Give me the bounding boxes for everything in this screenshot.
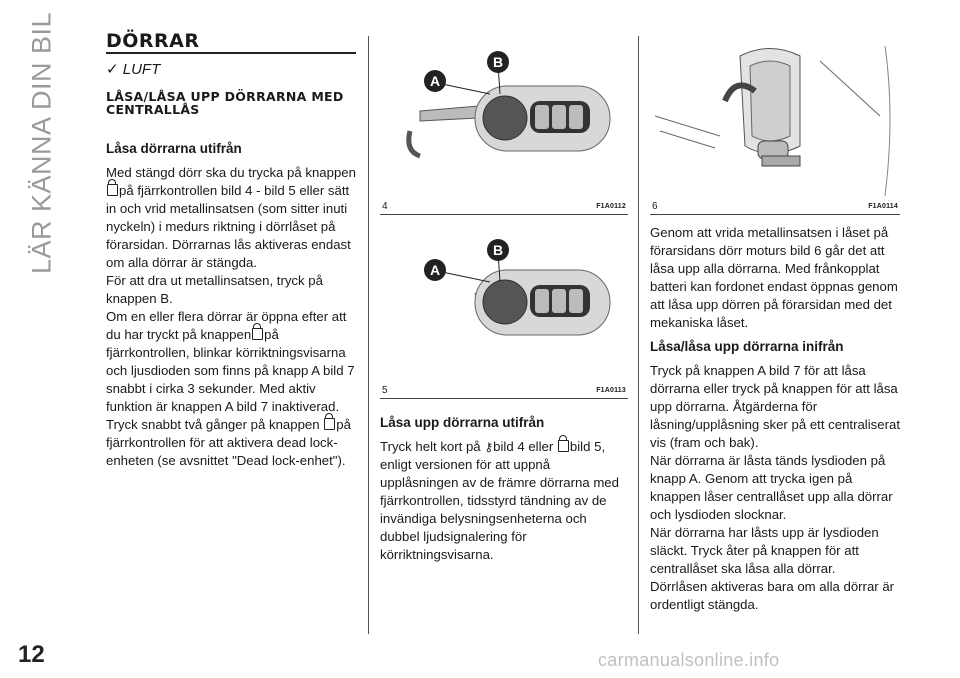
lock-icon xyxy=(107,184,118,196)
text: Med stängd dörr ska du trycka på knappen xyxy=(106,165,356,180)
text: på fjärrkontrollen bild 4 - bild 5 eller sätt in och vrid metallinsatsen (som sitter inuti nyckeln) i medurs riktning i dörrlåset på förarsidan. Dörrarnas lås aktiveras endast om alla dörrar är stängda. xyxy=(106,183,351,270)
left-body xyxy=(106,164,358,470)
paragraph: När dörrarna är låsta tänds lysdioden på knapp A. Genom att trycka igen på knappen låser centrallåset upp alla dörrar och lysdioden slocknar. xyxy=(650,453,893,522)
side-chapter-title-text: LÄR KÄNNA DIN BIL xyxy=(26,11,57,275)
figure-code: F1A0112 xyxy=(596,203,626,210)
fig5-label-a: A xyxy=(429,262,441,278)
figure-5 xyxy=(380,220,628,399)
middle-text-block xyxy=(380,414,630,564)
lock-icon xyxy=(558,440,569,452)
text: bild 4 eller xyxy=(493,439,554,454)
fig4-label-b: B xyxy=(492,54,504,70)
text: på fjärrkontrollen för att aktivera dead lock-enheten (se avsnittet "Dead lock-enhet"). xyxy=(106,417,351,468)
heading-lock-inside: Låsa/låsa upp dörrarna inifrån xyxy=(650,339,844,354)
key-fob-illustration xyxy=(380,220,628,385)
lock-icon xyxy=(252,328,263,340)
watermark: carmanualsonline.info xyxy=(598,650,780,670)
lock-icon xyxy=(324,418,335,430)
fig5-label-b: B xyxy=(492,242,504,258)
heading-lock-outside: Låsa dörrarna utifrån xyxy=(106,141,242,156)
paragraph xyxy=(106,308,358,416)
paragraph: Tryck på knappen A bild 7 för att låsa dörrarna eller tryck på knappen för att låsa upp dörrarna. Åtgärderna för låsning/upplåsning sker på ett centraliserat vis (fram och bak). xyxy=(650,363,900,450)
right-text-block xyxy=(650,224,900,614)
section-title: DÖRRAR xyxy=(106,30,200,52)
column-divider-1 xyxy=(368,36,369,634)
heading-unlock-outside: Låsa upp dörrarna utifrån xyxy=(380,415,545,430)
paragraph: När dörrarna har låsts upp är lysdioden släckt. Tryck åter på knappen för att centrallåset ska låsa alla dörrar. xyxy=(650,525,879,576)
door-lock-illustration xyxy=(650,36,900,201)
figure-6 xyxy=(650,36,900,215)
right-body-2 xyxy=(650,362,900,614)
figure-number: 6 xyxy=(652,201,658,212)
paragraph: Dörrlåsen aktiveras bara om alla dörrar är ordentligt stängda. xyxy=(650,579,895,612)
figure-code: F1A0114 xyxy=(868,203,898,210)
page-number: 12 xyxy=(18,641,45,668)
left-text-block xyxy=(106,140,358,470)
text: Tryck helt kort på xyxy=(380,439,481,454)
figure-code: F1A0113 xyxy=(596,387,626,394)
middle-body xyxy=(380,438,630,564)
right-body-1 xyxy=(650,224,900,332)
figure-number: 5 xyxy=(382,385,388,396)
subheading-central-locking: LÅSA/LÅSA UPP DÖRRARNA MED CENTRALLÅS xyxy=(106,89,344,117)
text: på fjärrkontrollen, blinkar körriktningsvisarna och ljusdioden som finns på knapp A bild 7 snabbt i cirka 3 sekunder. Med aktiv funktion är knappen A bild 7 inaktiverad. xyxy=(106,327,355,414)
side-chapter-title xyxy=(22,11,62,275)
figure-4 xyxy=(380,36,628,215)
column-divider-2 xyxy=(638,36,639,634)
key-fob-illustration xyxy=(380,36,628,201)
paragraph: För att dra ut metallinsatsen, tryck på knappen B. xyxy=(106,273,323,306)
fig4-label-a: A xyxy=(429,73,441,89)
paragraph xyxy=(380,438,630,564)
figure-number: 4 xyxy=(382,201,388,212)
paragraph: Genom att vrida metallinsatsen i låset på förarsidans dörr moturs bild 6 går det att låsa upp alla dörrarna. Med frånkopplat batteri kan fordonet endast öppnas genom att låsa upp dörren på förarsidan med det mekaniska låset. xyxy=(650,225,898,330)
text: bild 5, enligt versionen för att uppnå upplåsningen av de främre dörrarna med fjärrkontrollen, tidsstyrd tändning av de invändiga belysningsenheterna och dubbel ljudsignalering för körriktningsvisarna. xyxy=(380,439,619,562)
paragraph xyxy=(106,164,358,272)
section-rule xyxy=(106,52,356,54)
key-icon: ⚷ xyxy=(484,440,494,454)
text: Tryck snabbt två gånger på knappen xyxy=(106,417,320,432)
paragraph xyxy=(106,416,358,470)
text: Om en eller flera dörrar är öppna efter att du har tryckt på knappen xyxy=(106,309,347,342)
keyword-icon: ✓ LUFT xyxy=(106,61,161,78)
